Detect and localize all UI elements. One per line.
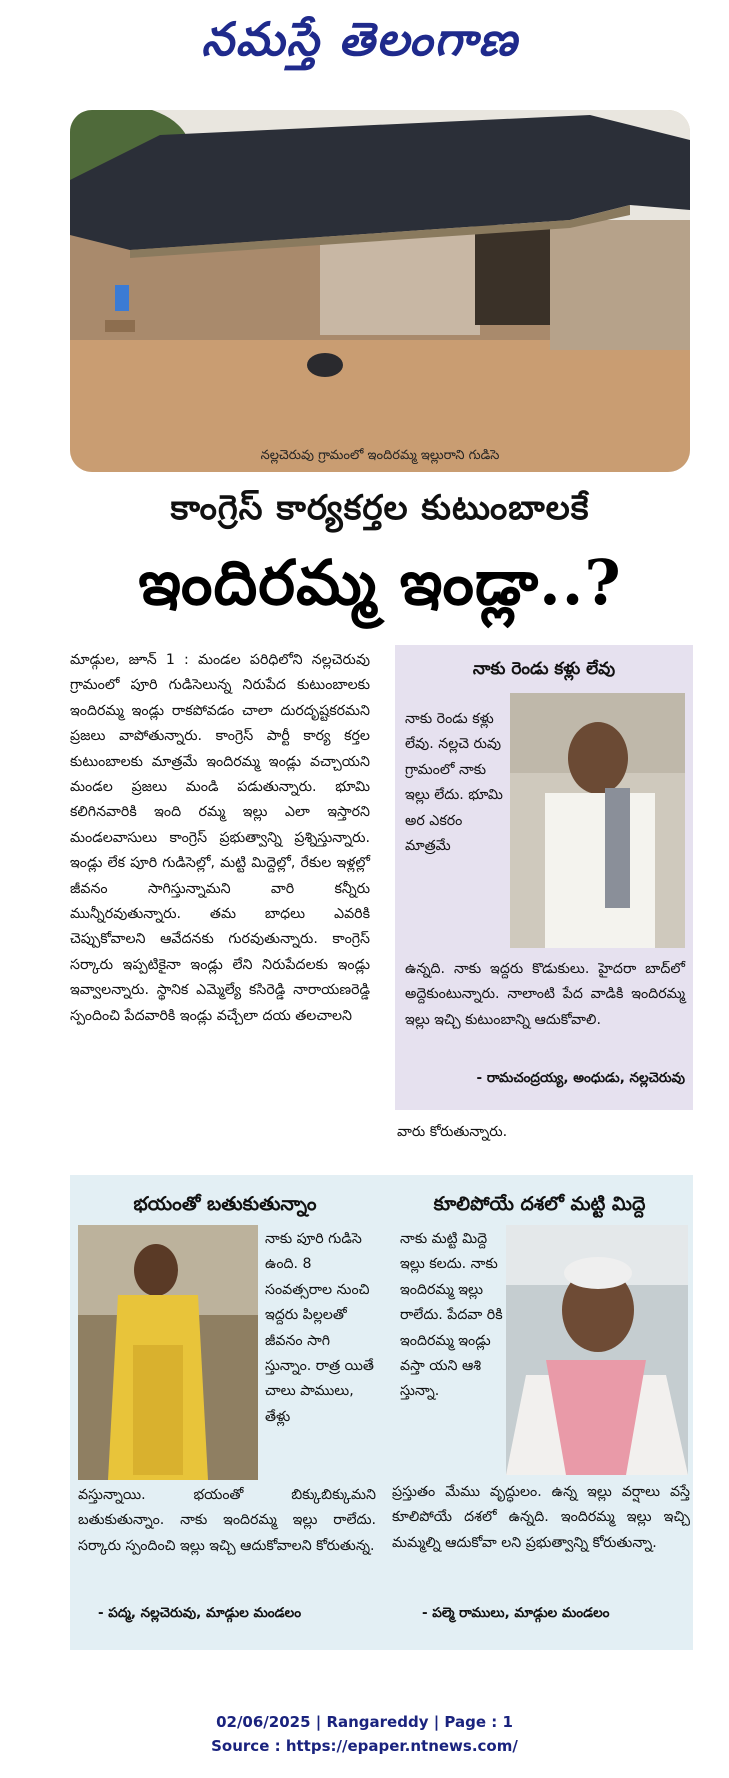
bottom-panel	[70, 1175, 693, 1650]
box-title: నాకు రెండు కళ్లు లేవు	[472, 659, 616, 679]
box-byline: - రామచంద్రయ్య, అంధుడు, నల్లచెరువు	[476, 1070, 685, 1086]
box-text-bottom: ప్రస్తుతం మేము వృద్ధులం. ఉన్న ఇల్లు వర్షాలు వస్తే కూలిపోయే దశలో ఉన్నది. ఇందిరమ్మ ఇల్లు ఇచ్చి మమ్మల్ని ఆదుకోవా లని ప్రభుత్వాన్ని కోరుతున్నా.	[392, 1484, 690, 1551]
story-tail: వారు కోరుతున్నారు.	[397, 1124, 508, 1140]
portrait-photo	[506, 1225, 688, 1475]
box-text-side: నాకు పూరి గుడిసె ఉంది. 8 సంవత్సరాల నుంచి ఇద్దరు పిల్లలతో జీవనం సాగి స్తున్నాం. రాత్ర యితే చాలు పాములు, తేళ్లు	[265, 1231, 374, 1425]
footer-source-link[interactable]: Source : https://epaper.ntnews.com/	[211, 1737, 518, 1755]
box-text-side: నాకు మట్టి మిద్దె ఇల్లు కలదు. నాకు ఇందిరమ్మ ఇల్లు రాలేదు. పేదవా రికి ఇందిరమ్మ ఇండ్లు వస్తా యని ఆశి స్తున్నా.	[400, 1231, 503, 1400]
box-text-bottom: ఉన్నది. నాకు ఇద్దరు కొడుకులు. హైదరా బాద్‌లో అద్దెకుంటున్నారు. నాలాంటి పేద వాడికి ఇందిరమ్మ ఇల్లు ఇచ్చి కుటుంబాన్ని ఆదుకోవాలి.	[405, 961, 685, 1028]
headline-kicker: కాంగ్రెస్ కార్యకర్తల కుటుంబాలకే	[170, 488, 590, 528]
hut-photo	[70, 110, 690, 472]
sidebar-box-ramachandraiah	[395, 645, 693, 1110]
headline: ఇందిరమ్మ ఇండ్లా..?	[138, 546, 622, 619]
newspaper-masthead: నమస్తే తెలంగాణ	[201, 12, 519, 66]
sidebar-box-padma	[70, 1175, 380, 1650]
photo-caption: నల్లచెరువు గ్రామంలో ఇందిరమ్మ ఇల్లురాని గుడిసె	[260, 448, 500, 463]
portrait-photo	[510, 693, 685, 948]
portrait-photo	[78, 1225, 258, 1480]
box-title: కూలిపోయే దశలో మట్టి మిద్దె	[433, 1193, 646, 1215]
main-story-text: మాడ్గుల, జూన్ 1 : మండల పరిధిలోని నల్లచెరువు గ్రామంలో పూరి గుడిసెలున్న నిరుపేద కుటుంబాలకు ఇందిరమ్మ ఇండ్లు రాకపోవడం చాలా దురదృష్టకరమని ప్రజలు వాపోతున్నారు. కాంగ్రెస్ పార్టీ కార్య కర్తల కుటుంబాలకు మాత్రమే ఇందిరమ్మ ఇండ్లు వచ్చాయని మండల ప్రజలు మండి పడుతున్నారు. భూమి కలిగినవారికి ఇంది రమ్మ ఇల్లు ఎలా ఇస్తారని మండలవాసులు కాంగ్రెస్ ప్రభుత్వాన్ని ప్రశ్నిస్తున్నారు. ఇండ్లు లేక పూరి గుడిసెల్లో, మట్టి మిద్దెల్లో, రేకుల ఇళ్లల్లో జీవనం సాగిస్తున్నామని వారి కన్నీరు మున్నీరవుతున్నారు. తమ బాధలు ఎవరికి చెప్పుకోవాలని ఆవేదనకు గురవుతున్నారు. కాంగ్రెస్ సర్కారు ఇప్పటికైనా ఇండ్లు లేని నిరుపేదలకు ఇండ్లు ఇవ్వాలన్నారు. స్థానిక ఎమ్మెల్యే కసిరెడ్డి నారాయణరెడ్డి స్పందించి పేదవారికి ఇండ్లు వచ్చేలా దయ తలచాలని	[70, 652, 370, 1024]
footer-date-edition: 02/06/2025 | Rangareddy | Page : 1	[216, 1713, 513, 1731]
box-text-bottom: వస్తున్నాయి. భయంతో బిక్కుబిక్కుమని బతుకుతున్నాం. నాకు ఇందిరమ్మ ఇల్లు రాలేదు. సర్కారు స్పందించి ఇల్లు ఇచ్చి ఆదుకోవాలని కోరుతున్న.	[78, 1487, 376, 1554]
box-byline: - పల్మె రాములు, మాడ్గుల మండలం	[422, 1605, 610, 1621]
page-footer	[0, 1710, 729, 1758]
sidebar-box-ramulu	[386, 1175, 693, 1650]
box-text-side: నాకు రెండు కళ్లు లేవు. నల్లచె రువు గ్రామంలో నాకు ఇల్లు లేదు. భూమి అర ఎకరం మాత్రమే	[405, 711, 503, 855]
box-title: భయంతో బతుకుతున్నాం	[133, 1193, 317, 1215]
box-byline: - పద్మ, నల్లచెరువు, మాడ్గుల మండలం	[98, 1605, 302, 1621]
